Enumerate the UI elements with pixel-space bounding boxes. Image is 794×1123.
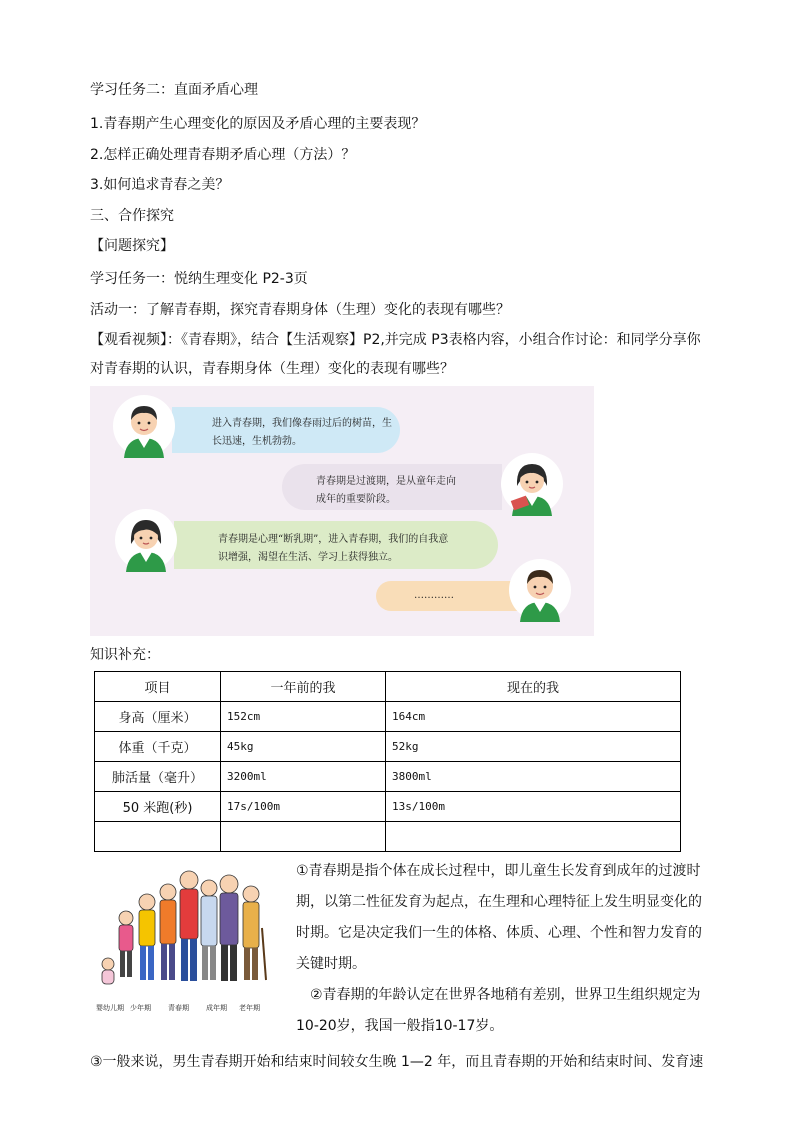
table-cell: 50 米跑(秒) <box>95 792 221 822</box>
table-cell: 45kg <box>221 732 386 762</box>
table-cell: 52kg <box>386 732 681 762</box>
life-stages-figure <box>96 858 272 1020</box>
question-3: 3.如何追求青春之美？ <box>90 177 230 193</box>
stage-label: 青春期 <box>168 1004 189 1012</box>
video-instruction: 【观看视频】：《青春期》，结合【生活观察】P2,并完成 P3表格内容，小组合作讨论：和同学分享你对青春期的认识，青春期身体（生理）变化的表现有哪些？ <box>90 332 701 377</box>
stage-label: 成年期 <box>206 1004 227 1012</box>
girl-avatar-icon <box>114 508 178 572</box>
paragraph-2: ②青春期的年龄认定在世界各地稍有差别，世界卫生组织规定为10-20岁，我国一般指10-17岁。 <box>296 987 701 1034</box>
growth-comparison-table <box>94 671 681 852</box>
table-row <box>95 732 681 762</box>
table-row <box>95 792 681 822</box>
speech-bubble-1: 进入青春期，我们像春雨过后的树苗，生 长迅速，生机勃勃。 <box>172 407 400 453</box>
girl-with-book-avatar-icon <box>500 452 564 516</box>
table-cell <box>221 822 386 852</box>
question-1: 1.青春期产生心理变化的原因及矛盾心理的主要表现？ <box>90 116 426 132</box>
speech-bubble-4: ………… <box>376 581 528 611</box>
table-cell: 3800ml <box>386 762 681 792</box>
boy-figure-icon <box>139 894 155 980</box>
speech-bubble-3: 青春期是心理“断乳期”，进入青春期，我们的自我意 识增强，渴望在生活、学习上获得独立。 <box>174 521 498 569</box>
table-cell: 17s/100m <box>221 792 386 822</box>
table-header: 项目 <box>95 672 221 702</box>
table-cell <box>386 822 681 852</box>
table-header: 一年前的我 <box>221 672 386 702</box>
table-header: 现在的我 <box>386 672 681 702</box>
table-row <box>95 702 681 732</box>
teen-girl-figure-icon <box>160 884 176 980</box>
table-cell <box>95 822 221 852</box>
paragraph-3: ③一般来说，男生青春期开始和结束时间较女生晚 1—2 年，而且青春期的开始和结束时间、发育速 <box>90 1054 704 1070</box>
task1-heading: 学习任务一：悦纳生理变化 P2-3页 <box>90 271 308 287</box>
table-cell: 164cm <box>386 702 681 732</box>
table-cell: 3200ml <box>221 762 386 792</box>
table-row <box>95 762 681 792</box>
table-cell: 身高（厘米） <box>95 702 221 732</box>
table-row <box>95 822 681 852</box>
problem-label: 【问题探究】 <box>90 238 174 254</box>
activity1-text: 活动一：了解青春期，探究青春期身体（生理）变化的表现有哪些？ <box>90 302 510 318</box>
heading-task2: 学习任务二：直面矛盾心理 <box>90 82 258 98</box>
stage-label: 婴幼儿期 <box>96 1004 124 1012</box>
stage-label: 少年期 <box>130 1004 151 1012</box>
speech-bubble-2: 青春期是过渡期，是从童年走向 成年的重要阶段。 <box>282 464 502 510</box>
boy-avatar-2-icon <box>508 558 572 622</box>
infant-figure-icon <box>102 958 114 984</box>
teen-boy-figure-icon <box>180 871 198 981</box>
section-heading-3: 三、合作探究 <box>90 208 174 224</box>
boy-avatar-icon <box>112 394 176 458</box>
knowledge-label: 知识补充： <box>90 647 160 663</box>
question-2: 2.怎样正确处理青春期矛盾心理（方法）？ <box>90 147 356 163</box>
table-cell: 体重（千克） <box>95 732 221 762</box>
elderly-figure-icon <box>243 886 266 980</box>
table-cell: 152cm <box>221 702 386 732</box>
table-header-row <box>95 672 681 702</box>
table-cell: 13s/100m <box>386 792 681 822</box>
child-figure-icon <box>119 911 133 977</box>
table-cell: 肺活量（毫升） <box>95 762 221 792</box>
adult-woman-figure-icon <box>201 880 217 980</box>
dialogue-illustration <box>90 386 594 636</box>
stage-label: 老年期 <box>239 1004 260 1012</box>
adult-man-figure-icon <box>220 875 238 981</box>
paragraph-1: ①青春期是指个体在成长过程中，即儿童生长发育到成年的过渡时期，以第二性征发育为起点，在生理和心理特征上发生明显变化的时期。它是决定我们一生的体格、体质、心理、个性和智力发育的关键时期。 <box>296 863 702 972</box>
